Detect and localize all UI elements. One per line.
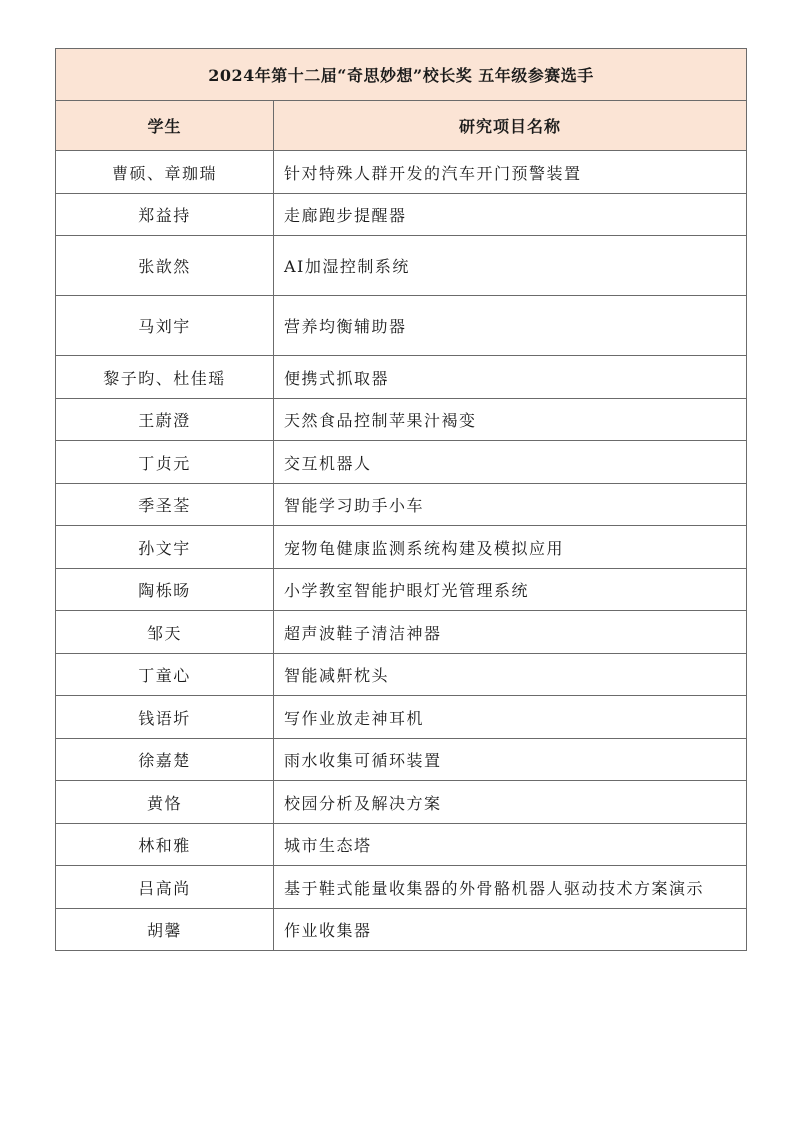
student-cell: 季圣荃	[56, 484, 274, 526]
student-cell: 吕高尚	[56, 866, 274, 909]
table-row	[56, 236, 747, 296]
student-cell: 邹天	[56, 611, 274, 654]
participants-table	[55, 48, 747, 951]
participants-sheet	[55, 48, 746, 951]
student-cell: 丁贞元	[56, 441, 274, 484]
project-cell: 作业收集器	[274, 909, 747, 951]
project-cell: 雨水收集可循环装置	[274, 739, 747, 781]
project-cell: 营养均衡辅助器	[274, 296, 747, 356]
project-cell: 校园分析及解决方案	[274, 781, 747, 824]
student-cell: 黎子昀、杜佳瑶	[56, 356, 274, 399]
table-row	[56, 526, 747, 569]
table-row	[56, 909, 747, 951]
project-cell: AI加湿控制系统	[274, 236, 747, 296]
table-header-row	[56, 101, 747, 151]
student-cell: 黄恪	[56, 781, 274, 824]
project-cell: 城市生态塔	[274, 824, 747, 866]
table-row	[56, 611, 747, 654]
project-cell: 小学教室智能护眼灯光管理系统	[274, 569, 747, 611]
project-cell: 交互机器人	[274, 441, 747, 484]
table-row	[56, 296, 747, 356]
table-row	[56, 824, 747, 866]
table-row	[56, 654, 747, 696]
student-cell: 林和雅	[56, 824, 274, 866]
table-title-row	[56, 49, 747, 101]
project-cell: 基于鞋式能量收集器的外骨骼机器人驱动技术方案演示	[274, 866, 747, 909]
project-cell: 便携式抓取器	[274, 356, 747, 399]
student-cell: 郑益持	[56, 194, 274, 236]
project-cell: 智能减鼾枕头	[274, 654, 747, 696]
student-cell: 曹硕、章珈瑞	[56, 151, 274, 194]
project-column-header: 研究项目名称	[274, 101, 747, 151]
student-cell: 徐嘉楚	[56, 739, 274, 781]
project-cell: 天然食品控制苹果汁褐变	[274, 399, 747, 441]
table-row	[56, 781, 747, 824]
project-cell: 超声波鞋子清洁神器	[274, 611, 747, 654]
student-cell: 丁童心	[56, 654, 274, 696]
project-cell: 宠物龟健康监测系统构建及模拟应用	[274, 526, 747, 569]
project-cell: 针对特殊人群开发的汽车开门预警装置	[274, 151, 747, 194]
table-row	[56, 696, 747, 739]
student-column-header: 学生	[56, 101, 274, 151]
student-cell: 马刘宇	[56, 296, 274, 356]
table-title: 2024年第十二届“奇思妙想”校长奖 五年级参赛选手	[56, 49, 747, 101]
table-row	[56, 866, 747, 909]
table-row	[56, 569, 747, 611]
table-row	[56, 194, 747, 236]
table-row	[56, 739, 747, 781]
table-row	[56, 441, 747, 484]
student-cell: 陶栎旸	[56, 569, 274, 611]
table-row	[56, 356, 747, 399]
project-cell: 智能学习助手小车	[274, 484, 747, 526]
student-cell: 钱语圻	[56, 696, 274, 739]
table-row	[56, 399, 747, 441]
table-row	[56, 484, 747, 526]
student-cell: 胡馨	[56, 909, 274, 951]
project-cell: 写作业放走神耳机	[274, 696, 747, 739]
student-cell: 张歆然	[56, 236, 274, 296]
project-cell: 走廊跑步提醒器	[274, 194, 747, 236]
student-cell: 王蔚澄	[56, 399, 274, 441]
table-row	[56, 151, 747, 194]
student-cell: 孙文宇	[56, 526, 274, 569]
